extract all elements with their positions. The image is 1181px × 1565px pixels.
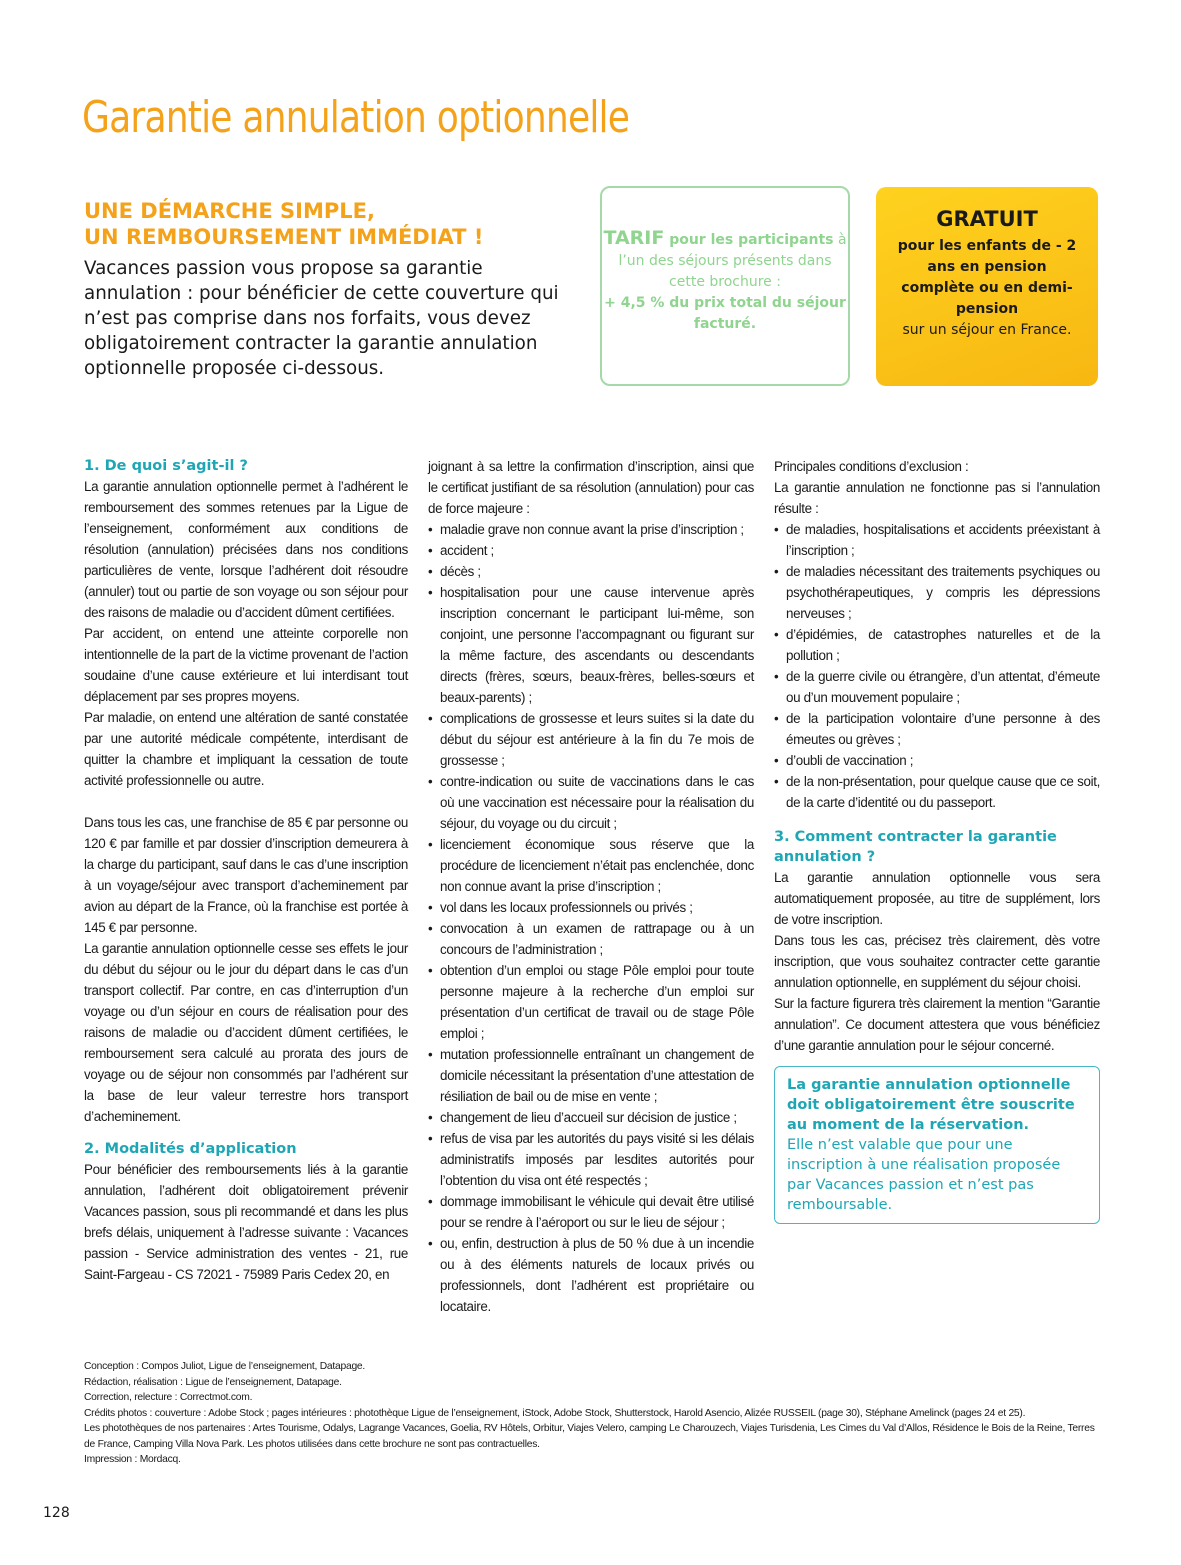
paragraph: Par accident, on entend une atteinte corporelle non intentionnelle de la part de la victime provenant de l’action soudaine d’une cause extérieure et lui interdisant tout déplacement par ses propres moyens. xyxy=(84,626,408,704)
page-title: Garantie annulation optionnelle xyxy=(82,92,630,143)
paragraph: Dans tous les cas, une franchise de 85 € par personne ou 120 € par famille et par dossier d’inscription demeurera à la charge du participant, sauf dans le cas d’une inscription à un voyage/séjour avec transport d’acheminement par avion au départ de la France, où la franchise est portée à 145 € par personne. xyxy=(84,815,408,935)
column-1 xyxy=(84,456,408,1285)
section-heading-1: 1. De quoi s’agit-il ? xyxy=(84,458,248,474)
paragraph: La garantie annulation optionnelle vous sera automatiquement proposée, au titre de supplément, lors de votre inscription. xyxy=(774,870,1100,927)
list-item: • changement de lieu d’accueil sur décision de justice ; xyxy=(428,1107,754,1128)
list-item: • hospitalisation pour une cause intervenue après inscription concernant le participant lui-même, son conjoint, une personne l’accompagnant ou figurant sur la même facture, des ascendants ou descendants directs (frères, sœurs, beaux-frères, belles-sœurs et beaux-parents) ; xyxy=(428,582,754,708)
paragraph: joignant à sa lettre la confirmation d’inscription, ainsi que le certificat justifiant de sa résolution (annulation) pour cas de force majeure : xyxy=(428,459,754,516)
list-item: • maladie grave non connue avant la prise d’inscription ; xyxy=(428,519,754,540)
intro-heading xyxy=(84,198,483,250)
credit-line: Impression : Mordacq. xyxy=(84,1454,181,1465)
list-item: • de maladies nécessitant des traitements psychiques ou psychothérapeutiques, y compris les dépressions nerveuses ; xyxy=(774,561,1100,624)
tarif-box xyxy=(600,186,850,386)
intro-text: Vacances passion vous propose sa garantie annulation : pour bénéficier de cette couverture qui n’est pas comprise dans nos forfaits, vous devez obligatoirement contracter la garantie annulation optionnelle proposée ci-dessous. xyxy=(84,258,559,379)
paragraph: Dans tous les cas, précisez très clairement, dès votre inscription, que vous souhaitez contracter cette garantie annulation optionnelle, en supplément du séjour choisi. xyxy=(774,933,1100,990)
paragraph: Sur la facture figurera très clairement la mention “Garantie annulation”. Ce document attestera que vous bénéficiez d’une garantie annulation pour le séjour concerné. xyxy=(774,996,1100,1053)
credit-line: Correction, relecture : Correctmot.com. xyxy=(84,1392,253,1403)
note-bold-text: La garantie annulation optionnelle doit obligatoirement être souscrite au moment de la réservation. xyxy=(787,1077,1075,1133)
column-3 xyxy=(774,456,1100,1224)
list-item: • d’oubli de vaccination ; xyxy=(774,750,1100,771)
credit-line: Crédits photos : couverture : Adobe Stock ; pages intérieures : photothèque Ligue de l’enseignement, iStock, Adobe Stock, Shutterstock, Harold Asencio, Alizée RUSSEIL (page 30), Stéphane Amelinck (pages 24 et 25). xyxy=(84,1407,1026,1419)
reservation-note-box xyxy=(774,1066,1100,1224)
credits xyxy=(84,1359,1104,1468)
paragraph: La garantie annulation optionnelle permet à l’adhérent le remboursement des sommes retenues par la Ligue de l’enseignement, conformément aux conditions de résolution (annulation) précisées dans nos conditions particulières de vente, lorsque l’adhérent doit résoudre (annuler) tout ou partie de son voyage ou son séjour pour des raisons de maladie ou d’accident dûment certifiées. xyxy=(84,479,408,620)
list-item: • ou, enfin, destruction à plus de 50 % due à un incendie ou à des éléments naturels de locaux privés ou professionnels, dont l’adhérent est propriétaire ou locataire. xyxy=(428,1233,754,1317)
section-heading-3: 3. Comment contracter la garantie annulation ? xyxy=(774,829,1057,865)
credit-line: Conception : Compos Juliot, Ligue de l’enseignement, Datapage. xyxy=(84,1361,366,1372)
list-item: • convocation à un examen de rattrapage ou à un concours de l’administration ; xyxy=(428,918,754,960)
intro-heading-line-1: UNE DÉMARCHE SIMPLE, xyxy=(84,199,375,223)
list-item: • dommage immobilisant le véhicule qui devait être utilisé pour se rendre à l’aéroport ou sur le lieu de séjour ; xyxy=(428,1191,754,1233)
list-item: • d’épidémies, de catastrophes naturelles et de la pollution ; xyxy=(774,624,1100,666)
list-item: • de la non-présentation, pour quelque cause que ce soit, de la carte d’identité ou du passeport. xyxy=(774,771,1100,813)
paragraph: Par maladie, on entend une altération de santé constatée par une autorité médicale compétente, interdisant de quitter la chambre et impliquant la cessation de toute activité professionnelle ou autre. xyxy=(84,710,408,788)
page-number: 128 xyxy=(43,1505,70,1521)
column-2 xyxy=(428,456,754,1317)
gratuit-label: GRATUIT xyxy=(936,207,1038,231)
list-item: • complications de grossesse et leurs suites si la date du début du séjour est antérieure à la fin du 7e mois de grossesse ; xyxy=(428,708,754,771)
list-item: • contre-indication ou suite de vaccinations dans le cas où une vaccination est nécessaire pour la réalisation du séjour, du voyage ou du circuit ; xyxy=(428,771,754,834)
credit-line: Les photothèques de nos partenaires : Artes Tourisme, Odalys, Lagrange Vacances, Goelia, RV Hôtels, Orbitur, Viajes Velero, camping Le Charouzech, Viajes Turisdenia, Les Cimes du Val d’Allos, Résidence le Bois de la Reine, Terres de France, Camping Villa Nova Park. Les photos utilisées dans cette brochure ne sont pas contractuelles. xyxy=(84,1423,1095,1450)
section-heading-2: 2. Modalités d’application xyxy=(84,1141,297,1157)
list-item: • accident ; xyxy=(428,540,754,561)
credit-line: Rédaction, réalisation : Ligue de l’enseignement, Datapage. xyxy=(84,1376,342,1388)
list-item: • mutation professionnelle entraînant un changement de domicile nécessitant la présentation d’une attestation de résiliation de bail ou de mise en vente ; xyxy=(428,1044,754,1107)
list-item: • de maladies, hospitalisations et accidents préexistant à l’inscription ; xyxy=(774,519,1100,561)
gratuit-bold-text: pour les enfants de - 2 ans en pension complète ou en demi-pension xyxy=(897,238,1077,317)
exclusions-list xyxy=(774,519,1100,813)
tarif-price: + 4,5 % du prix total du séjour facturé. xyxy=(604,295,846,332)
gratuit-box xyxy=(876,187,1098,386)
paragraph: La garantie annulation optionnelle cesse ses effets le jour du début du séjour ou le jour du départ dans le cas d’un transport collectif. Par contre, en cas d’interruption d’un voyage ou d’un séjour en cours de réalisation pour des raisons de maladie ou d’accident dûment certifiées, le remboursement sera calculé au prorata des jours de voyage ou de séjour non consommés par l’adhérent sur la base de leur valeur terrestre hors transport d’acheminement. xyxy=(84,941,408,1124)
force-majeure-list xyxy=(428,519,754,1317)
list-item: • obtention d’un emploi ou stage Pôle emploi pour toute personne majeure à la recherche d’un emploi sur présentation d’un certificat de travail ou de stage Pôle emploi ; xyxy=(428,960,754,1044)
paragraph: Principales conditions d’exclusion : xyxy=(774,459,969,474)
gratuit-text: sur un séjour en France. xyxy=(902,322,1072,338)
paragraph: Pour bénéficier des remboursements liés à la garantie annulation, l’adhérent doit obligatoirement prévenir Vacances passion, sous pli recommandé et dans les plus brefs délais, uniquement à l’adresse suivante : Vacances passion - Service administration des ventes - 21, rue Saint-Fargeau - CS 72021 - 75989 Paris Cedex 20, en xyxy=(84,1162,408,1282)
note-text: Elle n’est valable que pour une inscription à une réalisation proposée par Vacances passion et n’est pas remboursable. xyxy=(787,1137,1061,1213)
intro-heading-line-2: UN REMBOURSEMENT IMMÉDIAT ! xyxy=(84,225,484,249)
tarif-label: TARIF xyxy=(603,227,665,249)
list-item: • décès ; xyxy=(428,561,754,582)
list-item: • vol dans les locaux professionnels ou privés ; xyxy=(428,897,754,918)
list-item: • de la participation volontaire d’une personne à des émeutes ou grèves ; xyxy=(774,708,1100,750)
list-item: • de la guerre civile ou étrangère, d’un attentat, d’émeute ou d’un mouvement populaire ; xyxy=(774,666,1100,708)
paragraph: La garantie annulation ne fonctionne pas si l’annulation résulte : xyxy=(774,480,1100,516)
list-item: • licenciement économique sous réserve que la procédure de licenciement n’était pas enclenchée, donc non connue avant la prise d’inscription ; xyxy=(428,834,754,897)
list-item: • refus de visa par les autorités du pays visité si les délais administratifs imposés par lesdites autorités pour l’obtention du visa ont été respectés ; xyxy=(428,1128,754,1191)
tarif-participants: pour les participants xyxy=(664,232,834,248)
tarif-text: à l’un des séjours présents dans cette brochure : xyxy=(618,232,847,290)
